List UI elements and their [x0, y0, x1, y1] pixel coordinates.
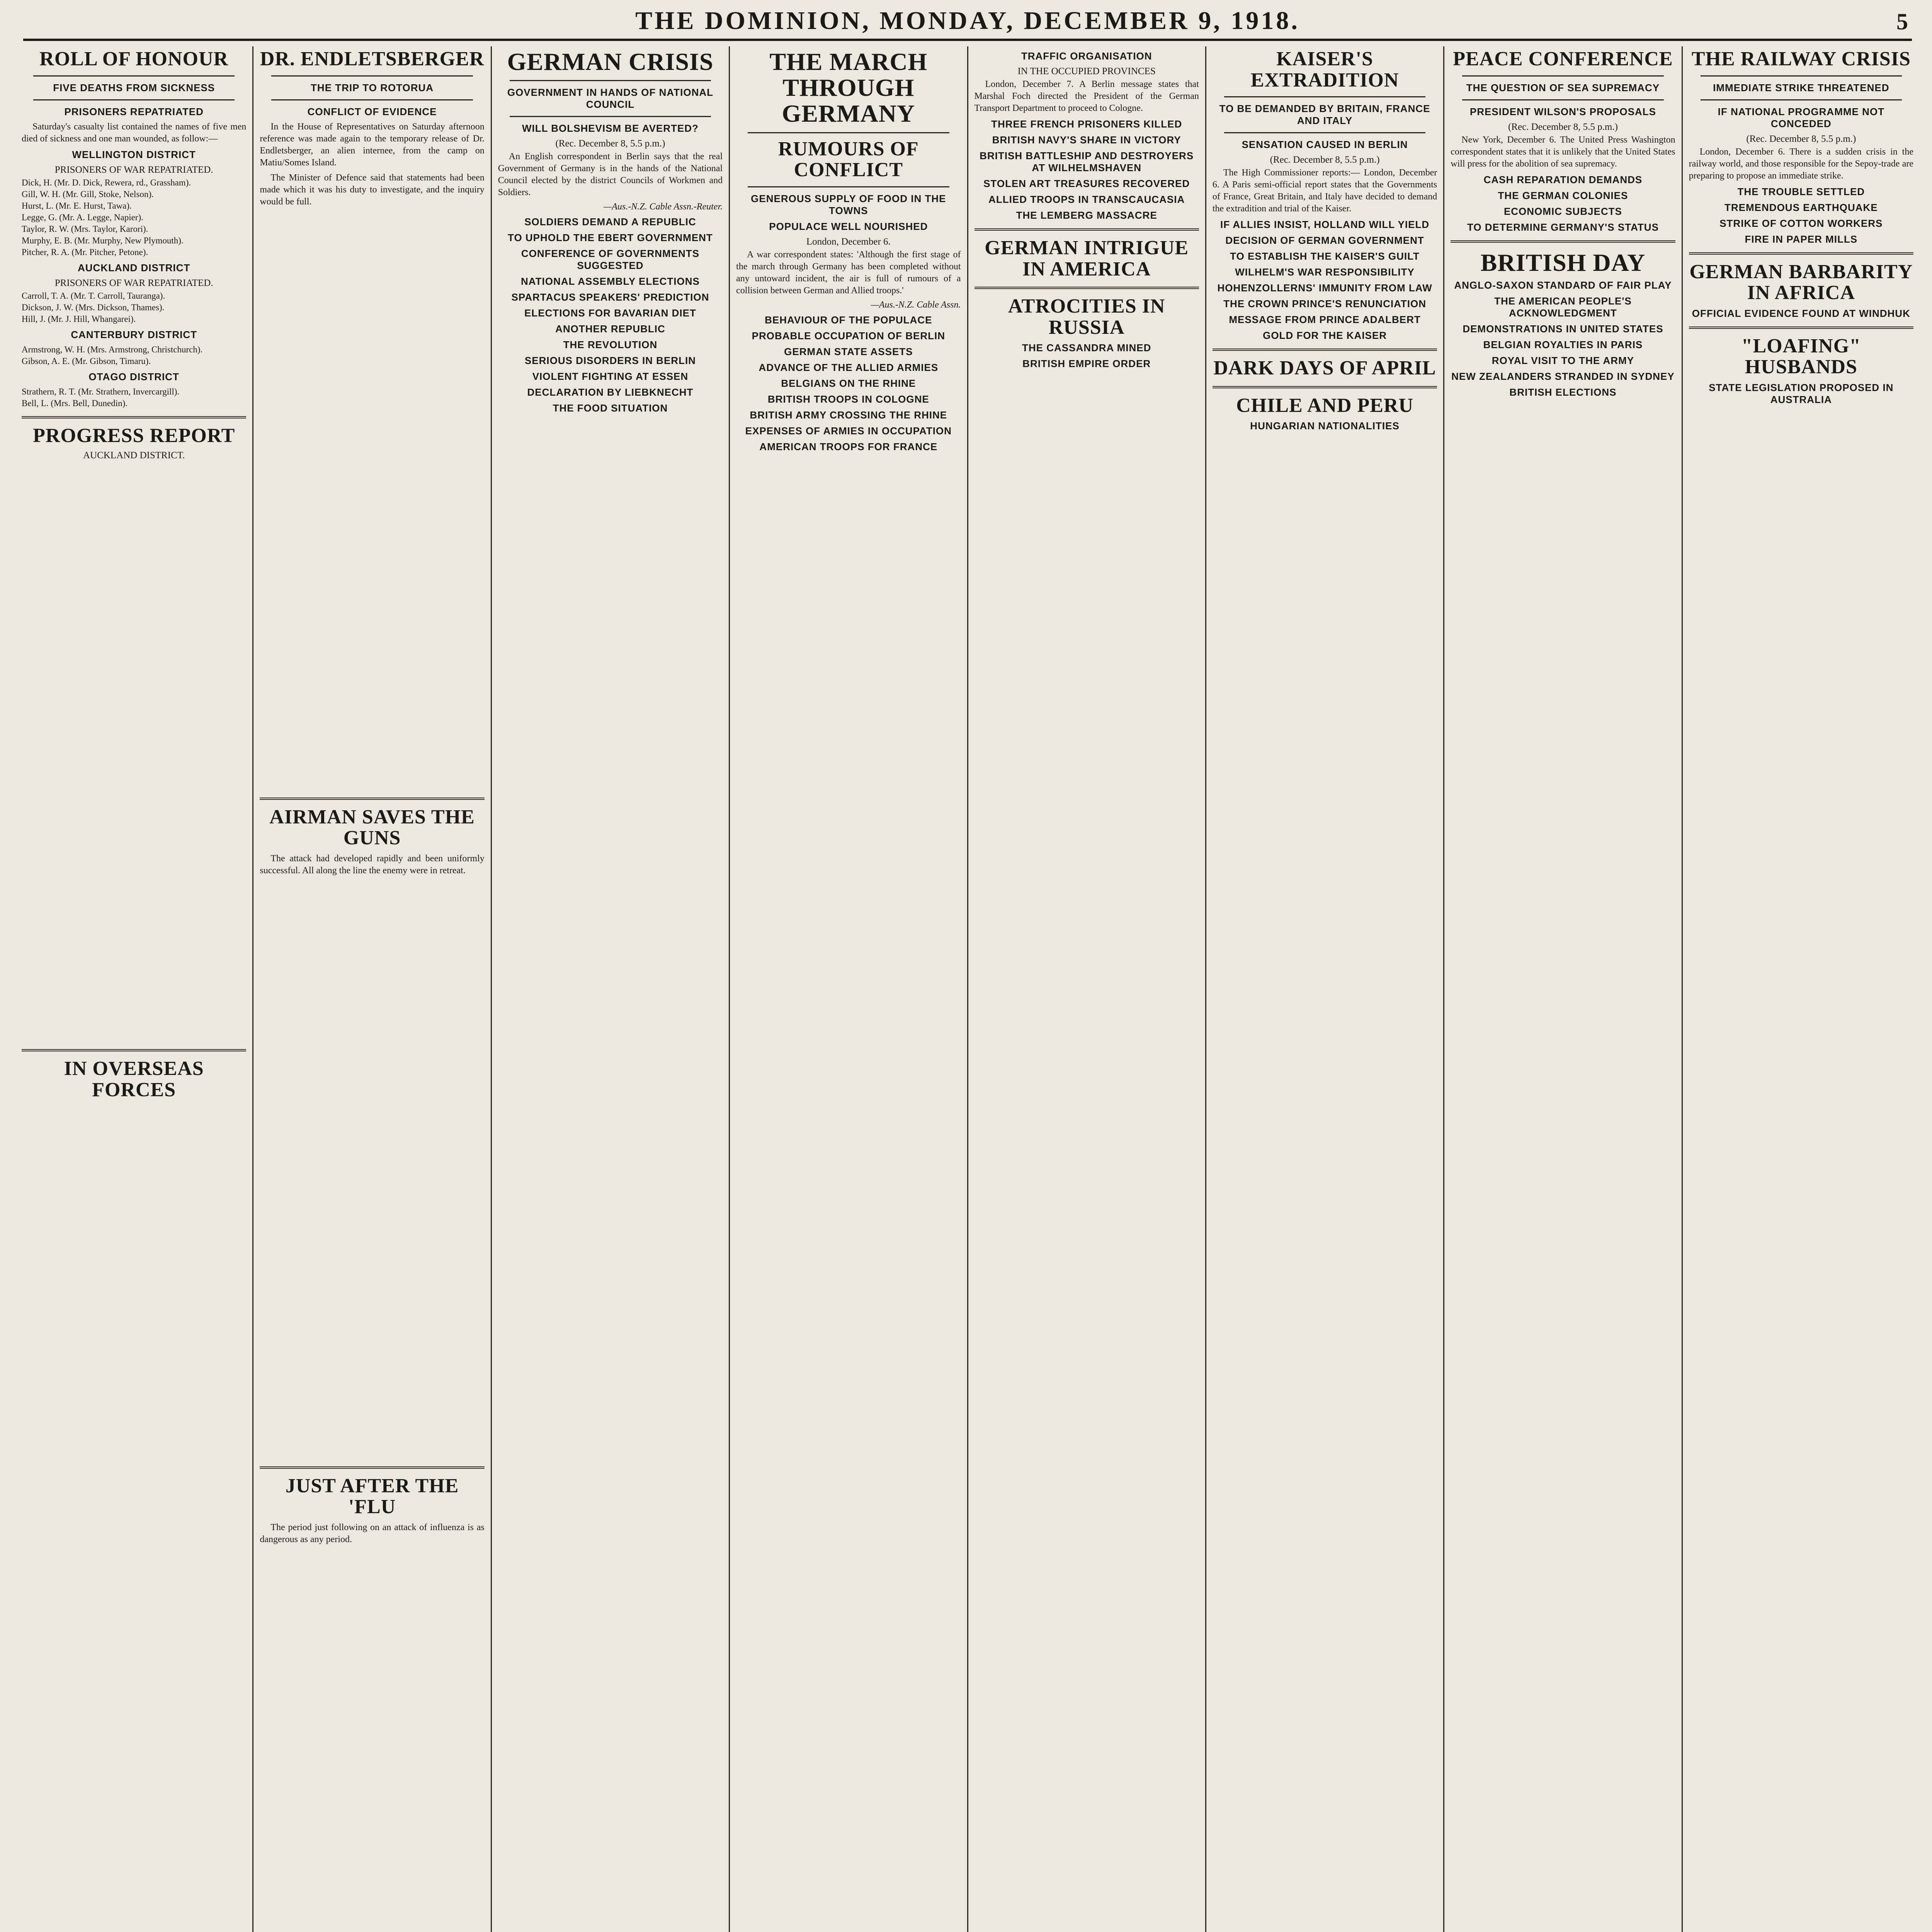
subhead: TO ESTABLISH THE KAISER'S GUILT	[1230, 250, 1420, 262]
masthead-title: THE DOMINION, MONDAY, DECEMBER 9, 1918.	[635, 7, 1300, 35]
subhead-trip: THE TRIP TO ROTORUA	[311, 82, 434, 94]
subhead: SOLDIERS DEMAND A REPUBLIC	[524, 216, 696, 228]
section-canterbury: CANTERBURY DISTRICT	[71, 328, 197, 340]
dateline: London, December 6.	[806, 236, 891, 247]
list-item: Legge, G. (Mr. A. Legge, Napier).	[22, 212, 143, 222]
headline-peace: PEACE CONFERENCE	[1453, 48, 1673, 70]
dateline: IN THE OCCUPIED PROVINCES	[1017, 66, 1156, 77]
column-kaiser	[1205, 46, 1443, 1932]
subhead-government: GOVERNMENT IN HANDS OF NATIONAL COUNCIL	[507, 87, 714, 111]
subhead: ECONOMIC SUBJECTS	[1503, 205, 1622, 217]
subhead-prisoners: PRISONERS REPATRIATED	[64, 105, 204, 117]
subhead: GERMAN STATE ASSETS	[784, 345, 913, 357]
subhead: OFFICIAL EVIDENCE FOUND AT WINDHUK	[1692, 307, 1910, 319]
column-endletsberger	[252, 46, 490, 1932]
subhead: HOHENZOLLERNS' IMMUNITY FROM LAW	[1217, 282, 1432, 294]
article-text: A war correspondent states: 'Although the first stage of the march through Germany has been completed without any untoward incident, the air is full of rumours of a collision between German and Allied troops.'	[736, 249, 961, 296]
headline-march: THE MARCH THROUGH GERMANY	[769, 48, 928, 128]
subhead: THREE FRENCH PRISONERS KILLED	[991, 118, 1182, 130]
subhead: CASH REPARATION DEMANDS	[1483, 173, 1643, 185]
subhead: THE TROUBLE SETTLED	[1737, 185, 1865, 197]
article-text: An English correspondent in Berlin says that the real Government of Germany is in the hands of the National Council elected by the district Councils of Workmen and Soldiers.	[498, 151, 723, 198]
subhead-programme: IF NATIONAL PROGRAMME NOT CONCEDED	[1718, 105, 1884, 129]
subhead-food: GENEROUS SUPPLY OF FOOD IN THE TOWNS	[751, 192, 946, 216]
headline-endletsberger: DR. ENDLETSBERGER	[260, 48, 485, 70]
headline-loafing: "LOAFING" HUSBANDS	[1741, 335, 1861, 378]
article-source: —Aus.-N.Z. Cable Assn.	[871, 299, 961, 310]
list-item: Dick, H. (Mr. D. Dick, Rewera, rd., Grassham).	[22, 177, 191, 187]
subhead: BRITISH BATTLESHIP AND DESTROYERS AT WILHELMSHAVEN	[980, 150, 1194, 173]
list-item: Pitcher, R. A. (Mr. Pitcher, Petone).	[22, 247, 148, 257]
subhead: TO UPHOLD THE EBERT GOVERNMENT	[508, 232, 713, 244]
subhead: THE GERMAN COLONIES	[1498, 189, 1628, 201]
subhead: BRITISH ELECTIONS	[1509, 386, 1617, 398]
subhead: PROBABLE OCCUPATION OF BERLIN	[752, 330, 945, 342]
page-number: 5	[1896, 9, 1908, 34]
section-subhead: PRISONERS OF WAR REPATRIATED.	[54, 277, 213, 288]
headline-dark-days: DARK DAYS OF APRIL	[1213, 357, 1436, 379]
subhead: DECLARATION BY LIEBKNECHT	[527, 386, 694, 398]
subhead: ANGLO-SAXON STANDARD OF FAIR PLAY	[1454, 279, 1672, 291]
dateline: (Rec. December 8, 5.5 p.m.)	[1508, 121, 1618, 132]
subhead: BEHAVIOUR OF THE POPULACE	[765, 314, 932, 326]
column-roll-of-honour	[15, 46, 252, 1932]
list-item: Hill, J. (Mr. J. Hill, Whangarei).	[22, 314, 136, 324]
subhead: ANOTHER REPUBLIC	[555, 323, 665, 335]
article-text: The attack had developed rapidly and been uniformly successful. All along the line the enemy were in retreat.	[260, 853, 485, 876]
headline-airman: AIRMAN SAVES THE GUNS	[269, 806, 475, 849]
headline-roll-of-honour: ROLL OF HONOUR	[39, 48, 229, 70]
section-subhead: PRISONERS OF WAR REPATRIATED.	[54, 164, 213, 175]
list-item: Taylor, R. W. (Mrs. Taylor, Karori).	[22, 224, 148, 234]
subhead: AMERICAN TROOPS FOR FRANCE	[759, 440, 938, 452]
list-item: Carroll, T. A. (Mr. T. Carroll, Tauranga).	[22, 291, 165, 301]
list-item: Gibson, A. E. (Mr. Gibson, Timaru).	[22, 356, 151, 366]
subhead-wilson: PRESIDENT WILSON'S PROPOSALS	[1469, 105, 1656, 117]
columns	[15, 46, 1920, 1932]
headline-flu: JUST AFTER THE 'FLU	[285, 1475, 459, 1518]
column-peace	[1443, 46, 1681, 1932]
subhead: NATIONAL ASSEMBLY ELECTIONS	[521, 276, 700, 287]
article-text: The Minister of Defence said that statements had been made which it was his duty to investigate, and the inquiry would be full.	[260, 172, 485, 207]
list-item: Gill, W. H. (Mr. Gill, Stoke, Nelson).	[22, 189, 154, 199]
subhead: STATE LEGISLATION PROPOSED IN AUSTRALIA	[1709, 381, 1894, 405]
headline-barbarity: GERMAN BARBARITY IN AFRICA	[1689, 260, 1913, 304]
subhead: TREMENDOUS EARTHQUAKE	[1725, 201, 1878, 213]
subhead: THE CASSANDRA MINED	[1022, 342, 1151, 354]
subhead: SPARTACUS SPEAKERS' PREDICTION	[511, 291, 709, 303]
dateline: (Rec. December 8, 5.5 p.m.)	[1270, 155, 1380, 165]
subhead: SERIOUS DISORDERS IN BERLIN	[524, 355, 696, 367]
subhead: IF ALLIES INSIST, HOLLAND WILL YIELD	[1220, 219, 1430, 231]
subhead: ADVANCE OF THE ALLIED ARMIES	[759, 361, 939, 373]
headline-progress-report: PROGRESS REPORT	[33, 424, 235, 447]
subhead: NEW ZEALANDERS STRANDED IN SYDNEY	[1451, 370, 1675, 382]
headline-overseas-forces: IN OVERSEAS FORCES	[64, 1058, 204, 1101]
subhead: THE FOOD SITUATION	[553, 402, 668, 414]
headline-railway: THE RAILWAY CRISIS	[1691, 48, 1911, 70]
subhead: BELGIAN ROYALTIES IN PARIS	[1483, 338, 1643, 350]
article-text: The period just following on an attack of influenza is as dangerous as any period.	[260, 1522, 485, 1544]
headline-chile-peru: CHILE AND PERU	[1236, 394, 1414, 417]
headline-british-day: BRITISH DAY	[1480, 248, 1646, 276]
list-item: Murphy, E. B. (Mr. Murphy, New Plymouth).	[22, 235, 184, 245]
subhead-strike: IMMEDIATE STRIKE THREATENED	[1713, 82, 1889, 94]
subhead: BRITISH ARMY CROSSING THE RHINE	[750, 409, 947, 421]
subhead: WILHELM'S WAR RESPONSIBILITY	[1235, 266, 1415, 278]
column-german-crisis	[491, 46, 729, 1932]
subhead: BRITISH EMPIRE ORDER	[1022, 358, 1151, 370]
subhead: GOLD FOR THE KAISER	[1263, 330, 1387, 342]
section-subhead: AUCKLAND DISTRICT.	[83, 450, 185, 461]
list-item: Armstrong, W. H. (Mrs. Armstrong, Christchurch).	[22, 344, 203, 354]
subhead: CONFERENCE OF GOVERNMENTS SUGGESTED	[521, 248, 700, 272]
subhead: ROYAL VISIT TO THE ARMY	[1492, 354, 1634, 366]
article-text: London, December 6. There is a sudden crisis in the railway world, and those responsible for the Sepoy-trade are preparing to propose an immediate strike.	[1689, 146, 1913, 181]
subhead: DECISION OF GERMAN GOVERNMENT	[1225, 235, 1424, 247]
section-otago: OTAGO DISTRICT	[88, 371, 179, 383]
list-item: Strathern, R. T. (Mr. Strathern, Invercargill).	[22, 386, 180, 396]
subhead-conflict: CONFLICT OF EVIDENCE	[307, 105, 437, 117]
subhead: POPULACE WELL NOURISHED	[769, 220, 928, 232]
subhead: FIRE IN PAPER MILLS	[1745, 233, 1858, 245]
section-auckland: AUCKLAND DISTRICT	[77, 262, 190, 274]
column-railway	[1682, 46, 1920, 1932]
subhead: THE CROWN PRINCE'S RENUNCIATION	[1223, 298, 1427, 310]
subhead-bolshevism: WILL BOLSHEVISM BE AVERTED?	[522, 122, 699, 134]
subhead: BELGIANS ON THE RHINE	[781, 377, 916, 389]
column-traffic	[967, 46, 1205, 1932]
subhead: ALLIED TROOPS IN TRANSCAUCASIA	[988, 194, 1185, 205]
article-source: —Aus.-N.Z. Cable Assn.-Reuter.	[603, 202, 723, 212]
dateline: (Rec. December 8, 5.5 p.m.)	[555, 138, 665, 149]
subhead: STRIKE OF COTTON WORKERS	[1719, 217, 1883, 229]
headline-intrigue: GERMAN INTRIGUE IN AMERICA	[985, 237, 1189, 280]
headline-atrocities: ATROCITIES IN RUSSIA	[1008, 295, 1165, 338]
subhead: ELECTIONS FOR BAVARIAN DIET	[524, 307, 696, 319]
subhead-deaths: FIVE DEATHS FROM SICKNESS	[53, 82, 215, 94]
subhead: VIOLENT FIGHTING AT ESSEN	[532, 371, 689, 383]
subhead-traffic: TRAFFIC ORGANISATION	[1021, 50, 1152, 62]
headline-german-crisis: GERMAN CRISIS	[507, 48, 714, 75]
subhead: BRITISH NAVY'S SHARE IN VICTORY	[992, 134, 1181, 146]
subhead: THE AMERICAN PEOPLE'S ACKNOWLEDGMENT	[1494, 295, 1632, 319]
subhead: THE LEMBERG MASSACRE	[1016, 209, 1157, 221]
dateline: (Rec. December 8, 5.5 p.m.)	[1746, 133, 1856, 144]
list-item: Bell, L. (Mrs. Bell, Dunedin).	[22, 398, 128, 408]
subhead: TO DETERMINE GERMANY'S STATUS	[1467, 221, 1659, 233]
subhead: HUNGARIAN NATIONALITIES	[1250, 420, 1400, 432]
subhead-demand: TO BE DEMANDED BY BRITAIN, FRANCE AND ITALY	[1219, 103, 1430, 127]
list-item: Dickson, J. W. (Mrs. Dickson, Thames).	[22, 302, 165, 312]
article-text: In the House of Representatives on Saturday afternoon reference was made again to the temporary release of Dr. Endletsberger, an alien internee, from the camp on Matiu/Somes Island.	[260, 121, 485, 168]
article-text: The High Commissioner reports:— London, December 6. A Paris semi-official report states that the Governments of France, Great Britain, and Italy have decided to demand the extradition and trial of the Kaiser.	[1212, 168, 1437, 214]
subhead: THE REVOLUTION	[563, 339, 658, 351]
subhead: BRITISH TROOPS IN COLOGNE	[767, 393, 929, 405]
subhead: EXPENSES OF ARMIES IN OCCUPATION	[745, 425, 952, 437]
subhead: MESSAGE FROM PRINCE ADALBERT	[1229, 314, 1421, 326]
subhead: STOLEN ART TREASURES RECOVERED	[983, 178, 1190, 189]
article-text: New York, December 6. The United Press Washington correspondent states that it is unlikely that the United States will press for the abolition of sea supremacy.	[1451, 134, 1675, 169]
masthead	[23, 3, 1912, 41]
subhead-sensation: SENSATION CAUSED IN BERLIN	[1242, 139, 1408, 151]
list-item: Hurst, L. (Mr. E. Hurst, Tawa).	[22, 201, 132, 211]
subhead-rumours: RUMOURS OF CONFLICT	[778, 138, 919, 181]
section-wellington: WELLINGTON DISTRICT	[72, 148, 196, 160]
article-text: Saturday's casualty list contained the names of five men died of sickness and one man wounded, as follow:—	[22, 121, 247, 144]
headline-kaiser: KAISER'S EXTRADITION	[1250, 48, 1399, 91]
column-march	[729, 46, 967, 1932]
article-text: London, December 7. A Berlin message states that Marshal Foch directed the President of the German Transport Department to proceed to Cologne.	[974, 79, 1199, 113]
subhead: DEMONSTRATIONS IN UNITED STATES	[1463, 323, 1663, 335]
subhead-sea: THE QUESTION OF SEA SUPREMACY	[1466, 82, 1660, 94]
